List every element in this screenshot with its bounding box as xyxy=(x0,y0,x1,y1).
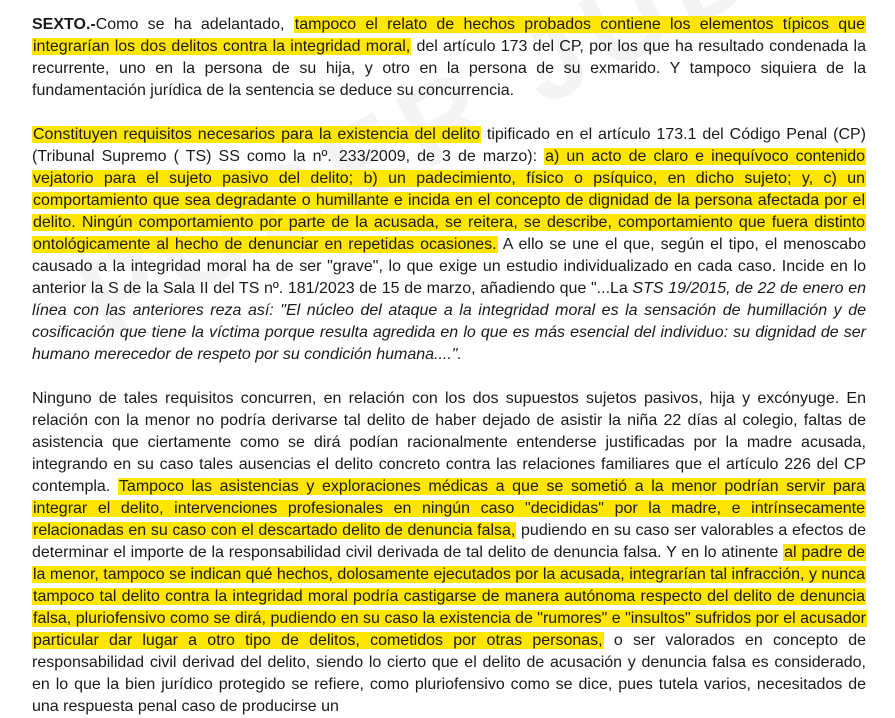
paragraph-sexto xyxy=(32,14,866,102)
paragraph-ninguno xyxy=(32,388,866,718)
text-run: Como se ha adelantado, xyxy=(95,16,294,33)
text-run: A ello se une el que, según el tipo, el menoscabo causado a la integridad moral ha de ser "grave", lo que exige un estudio individualizado en cada caso. Incide en lo anterior la S de la Sala II del TS nº. 181/2023 de 15 de marzo, añadiendo que "...La xyxy=(32,236,867,297)
text-run: del artículo 173 del CP, por los que ha resultado condenada la recurrente, uno en la persona de su hija, y otro en la persona de su exmarido. Y tampoco siquiera de la fundamentación jurídica de la sentencia se deduce su concurrencia. xyxy=(32,38,866,99)
paragraph-requisitos xyxy=(32,124,866,366)
highlighted-text: Tampoco las asistencias y exploraciones médicas a que se sometió a la menor podrían servir para integrar el delito, intervenciones profesionales en ningún caso "decididas" por la madre, e intrínsecamente relacionadas en su caso con el descartado delito de denuncia falsa, xyxy=(33,478,866,539)
highlighted-text: Constituyen requisitos necesarios para la existencia del delito xyxy=(33,126,480,143)
highlighted-text: tampoco el relato de hechos probados contiene los elementos típicos que integrarían los dos delitos contra la integridad moral, xyxy=(33,16,865,55)
document-body xyxy=(32,14,866,718)
text-run: o ser valorados en concepto de responsabilidad civil derivad del delito, siendo lo cierto que el delito de acusación y denuncia falsa es considerado, en lo que la bien jurídico protegido se refiere, como pluriofensivo como se dice, pues tutela varios, necesitados de una respuesta penal caso de producirse un xyxy=(32,632,867,715)
highlighted-text: a) un acto de claro e inequívoco contenido vejatorio para el sujeto pasivo del delito; b) un padecimiento, físico o psíquico, en dicho sujeto; y, c) un comportamiento que sea degradante o humillante e incida en el concepto de dignidad de la persona afectada por el delito. Ningún comportamiento por parte de la acusada, se reitera, se describe, comportamiento que fuera distinto ontológicamente al hecho de denunciar en repetidas ocasiones. xyxy=(33,148,865,253)
text-run: pudiendo en su caso ser valorables a efectos de determinar el importe de la responsabilidad civil derivada de tal delito de denuncia falsa. Y en lo atinente xyxy=(32,522,866,561)
text-run: tipificado en el artículo 173.1 del Código Penal (CP) (Tribunal Supremo ( TS) SS como la nº. 233/2009, de 3 de marzo): xyxy=(32,126,866,165)
highlighted-text: al padre de la menor, tampoco se indican qué hechos, dolosamente ejecutados por la acusada, integrarían tal infracción, y nunca tampoco tal delito contra la integridad moral podría castigarse de manera autónoma respecto del delito de denuncia falsa, pluriofensivo como se dirá, pudiendo en su caso la existencia de "rumores" e "insultos" sufridos por el acusador particular dar lugar a otro tipo de delitos, cometidos por otras personas, xyxy=(33,544,866,649)
section-heading: SEXTO.- xyxy=(32,16,96,33)
quoted-jurisprudence: STS 19/2015, de 22 de enero en línea con las anteriores reza así: "El núcleo del ataque a la integridad moral es la sensación de humillación y de cosificación que tiene la víctima porque resulta agredida en lo que es más esencial del individuo: su dignidad de ser humano merecedor de respeto por su condición humana....". xyxy=(32,280,866,363)
text-run: Ninguno de tales requisitos concurren, en relación con los dos supuestos sujetos pasivos, hija y excónyuge. En relación con la menor no podría derivarse tal delito de haber dejado de asistir la niña 22 días al colegio, faltas de asistencia que ciertamente como se dirá podían racionalmente entenderse justificadas por la madre acusada, integrando en su caso tales ausencias el delito concreto contra las relaciones familiares que el artículo 226 del CP contempla. xyxy=(32,390,866,495)
